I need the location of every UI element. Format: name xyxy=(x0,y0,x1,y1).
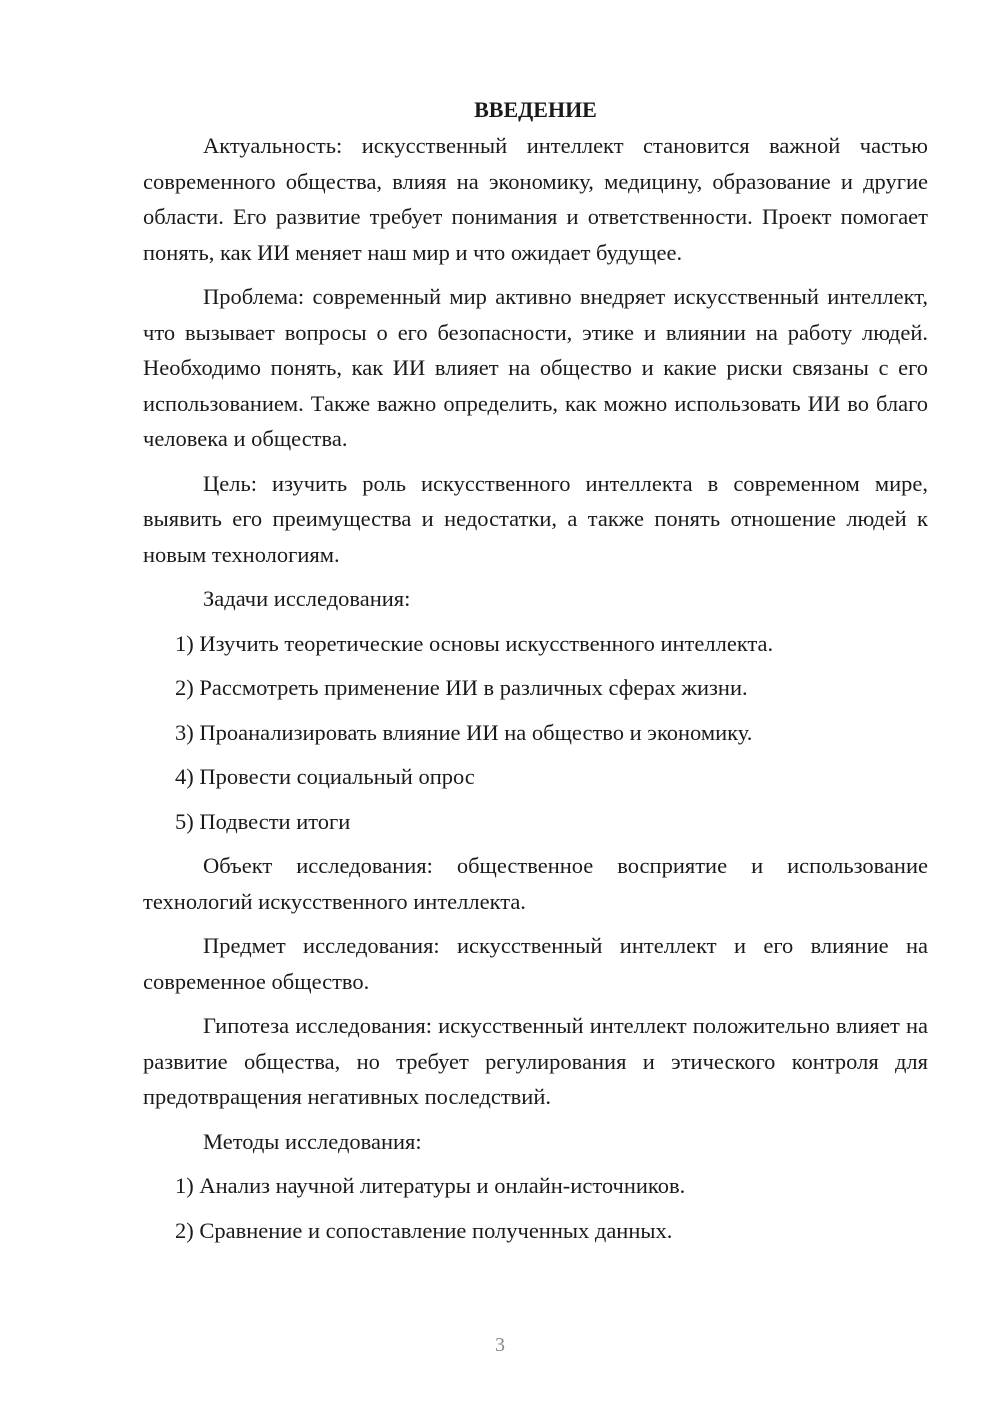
methods-label: Методы исследования: xyxy=(203,1128,422,1154)
tasks-list xyxy=(143,626,928,840)
list-item: 4) Провести социальный опрос xyxy=(175,764,475,789)
problem-paragraph: Проблема: современный мир активно внедряет искусственный интеллект, что вызывает вопросы о его безопасности, этике и влиянии на работу людей. Необходимо понять, как ИИ влияет на общество и какие риски связаны с его использованием. Также важно определить, как можно использовать ИИ во благо человека и общества. xyxy=(143,284,928,451)
list-item: 1) Изучить теоретические основы искусственного интеллекта. xyxy=(175,630,774,656)
list-item: 2) Сравнение и сопоставление полученных данных. xyxy=(175,1217,673,1243)
list-item: 2) Рассмотреть применение ИИ в различных сферах жизни. xyxy=(175,675,748,700)
object-paragraph: Объект исследования: общественное восприятие и использование технологий искусственного интеллекта. xyxy=(143,853,928,914)
goal-paragraph: Цель: изучить роль искусственного интеллекта в современном мире, выявить его преимущества и недостатки, а также понять отношение людей к новым технологиям. xyxy=(143,470,928,567)
list-item: 5) Подвести итоги xyxy=(175,808,351,834)
document-page xyxy=(143,92,928,1257)
relevance-paragraph: Актуальность: искусственный интеллект становится важной частью современного общества, влияя на экономику, медицину, образование и другие области. Его развитие требует понимания и ответственности. Проект помогает понять, как ИИ меняет наш мир и что ожидает будущее. xyxy=(143,133,928,265)
tasks-label: Задачи исследования: xyxy=(203,586,411,611)
page-title: ВВЕДЕНИЕ xyxy=(474,97,597,122)
list-item: 3) Проанализировать влияние ИИ на общество и экономику. xyxy=(175,719,753,745)
list-item: 1) Анализ научной литературы и онлайн-источников. xyxy=(175,1173,686,1198)
page-number: 3 xyxy=(495,1334,505,1356)
methods-list xyxy=(143,1168,928,1248)
subject-paragraph: Предмет исследования: искусственный интеллект и его влияние на современное общество. xyxy=(143,933,928,994)
hypothesis-paragraph: Гипотеза исследования: искусственный интеллект положительно влияет на развитие общества, но требует регулирования и этического контроля для предотвращения негативных последствий. xyxy=(143,1013,928,1109)
